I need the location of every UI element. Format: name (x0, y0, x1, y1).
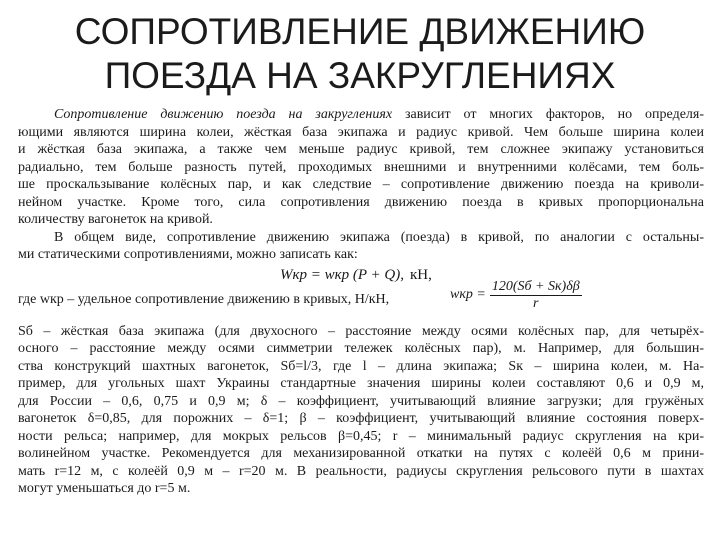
paragraph-1-lead: Сопротивление движению поезда на закруглениях (54, 107, 393, 122)
formula-2-denominator: r (533, 295, 539, 311)
title-line-2: ПОЕЗДА НА ЗАКРУГЛЕНИЯХ (104, 55, 616, 96)
paragraph-3-line-1: Sб – жёсткая база экипажа (для двухосного – расстояние между осями колёсных пар, для четырёх- (18, 323, 704, 339)
paragraph-2-line-2: ми статическими сопротивлениями, можно записать как: (18, 247, 358, 262)
paragraph-3-line-2: осного – расстояние между осями симметрии тележек колёсных пар), м. Например, для большин- (18, 341, 704, 356)
formula-1-expression: Wкр = wкр (P + Q), (280, 266, 404, 283)
title-line-1: СОПРОТИВЛЕНИЕ ДВИЖЕНИЮ (74, 11, 646, 52)
paragraph-1-line-3: и жёсткая база экипажа, а также чем меньше радиус кривой, тем сложнее экипажу установиться (18, 142, 704, 157)
paragraph-3-line-3: ства конструкций шахтных вагонеток, Sб=l/3, где l – длина экипажа; Sк – ширина колеи, м. На- (18, 358, 704, 374)
paragraph-1-line-2: ющими являются ширина колеи, жёсткая база экипажа и радиус кривой. Чем больше ширина колеи (18, 124, 704, 140)
paragraph-2-line-1: В общем виде, сопротивление движению экипажа (поезда) в кривой, по аналогии с остальны- (54, 229, 704, 245)
where-line: где wкр – удельное сопротивление движению в кривых, Н/кН, (18, 291, 390, 307)
formula-1-unit: кН, (410, 266, 432, 283)
formula-1-row (18, 264, 704, 291)
spacer (18, 311, 704, 323)
paragraph-1-line-5: ше проскальзывание колёсных пар, и как следствие – сопротивление движению поезда на криволи- (18, 177, 704, 192)
paragraph-1-line-1-rest: зависит от многих факторов, но определя- (404, 107, 705, 122)
paragraph-3-line-9: мать r=12 м, с колеёй 0,9 м – r=20 м. В реальности, радиусы скругления рельсового пути в шахтах (18, 463, 704, 479)
paragraph-1-line-4: радиально, тем больше разность путей, проходимых внешними и внутренними колёсами, тем боль- (18, 159, 704, 175)
paragraph-3-line-8: волинейном участке. Рекомендуется для механизированной откатки на путях с колеёй 0,6 м прини- (18, 446, 704, 461)
paragraph-1-line-7: количеству вагонеток на кривой. (18, 212, 213, 227)
paragraph-3-line-7: ности рельса; например, для мокрых рельсов β=0,45; r – минимальный радиус скругления на кри- (18, 428, 704, 444)
body-text (18, 106, 704, 498)
formula-2-numerator: 120(Sб + Sк)δβ (491, 278, 580, 294)
formula-2 (450, 279, 582, 312)
paragraph-1-line-1 (18, 106, 704, 124)
slide-title (0, 10, 720, 98)
formula-2-fraction (490, 279, 582, 312)
paragraph-3-line-5: для России – 0,6, 0,75 и 0,9 м; δ – коэффициент, учитывающий влияние загрузки; для гружёных (18, 393, 704, 409)
paragraph-3-line-10: могут уменьшаться до r=5 м. (18, 481, 191, 496)
paragraph-3-line-4: пример, для угольных шахт Украины стандартные значения ширины колеи составляют 0,6 и 0,9 м, (18, 376, 704, 391)
paragraph-3-line-6: вагонеток δ=0,85, для порожних – δ=1; β – коэффициент, учитывающий влияние состояния поверх- (18, 411, 704, 426)
paragraph-1-line-6: нейном участке. Кроме того, сила сопротивления движению поезда в кривых пропорциональна (18, 194, 704, 210)
formula-1 (280, 267, 432, 285)
formula-2-lhs: wкр = (450, 287, 486, 303)
